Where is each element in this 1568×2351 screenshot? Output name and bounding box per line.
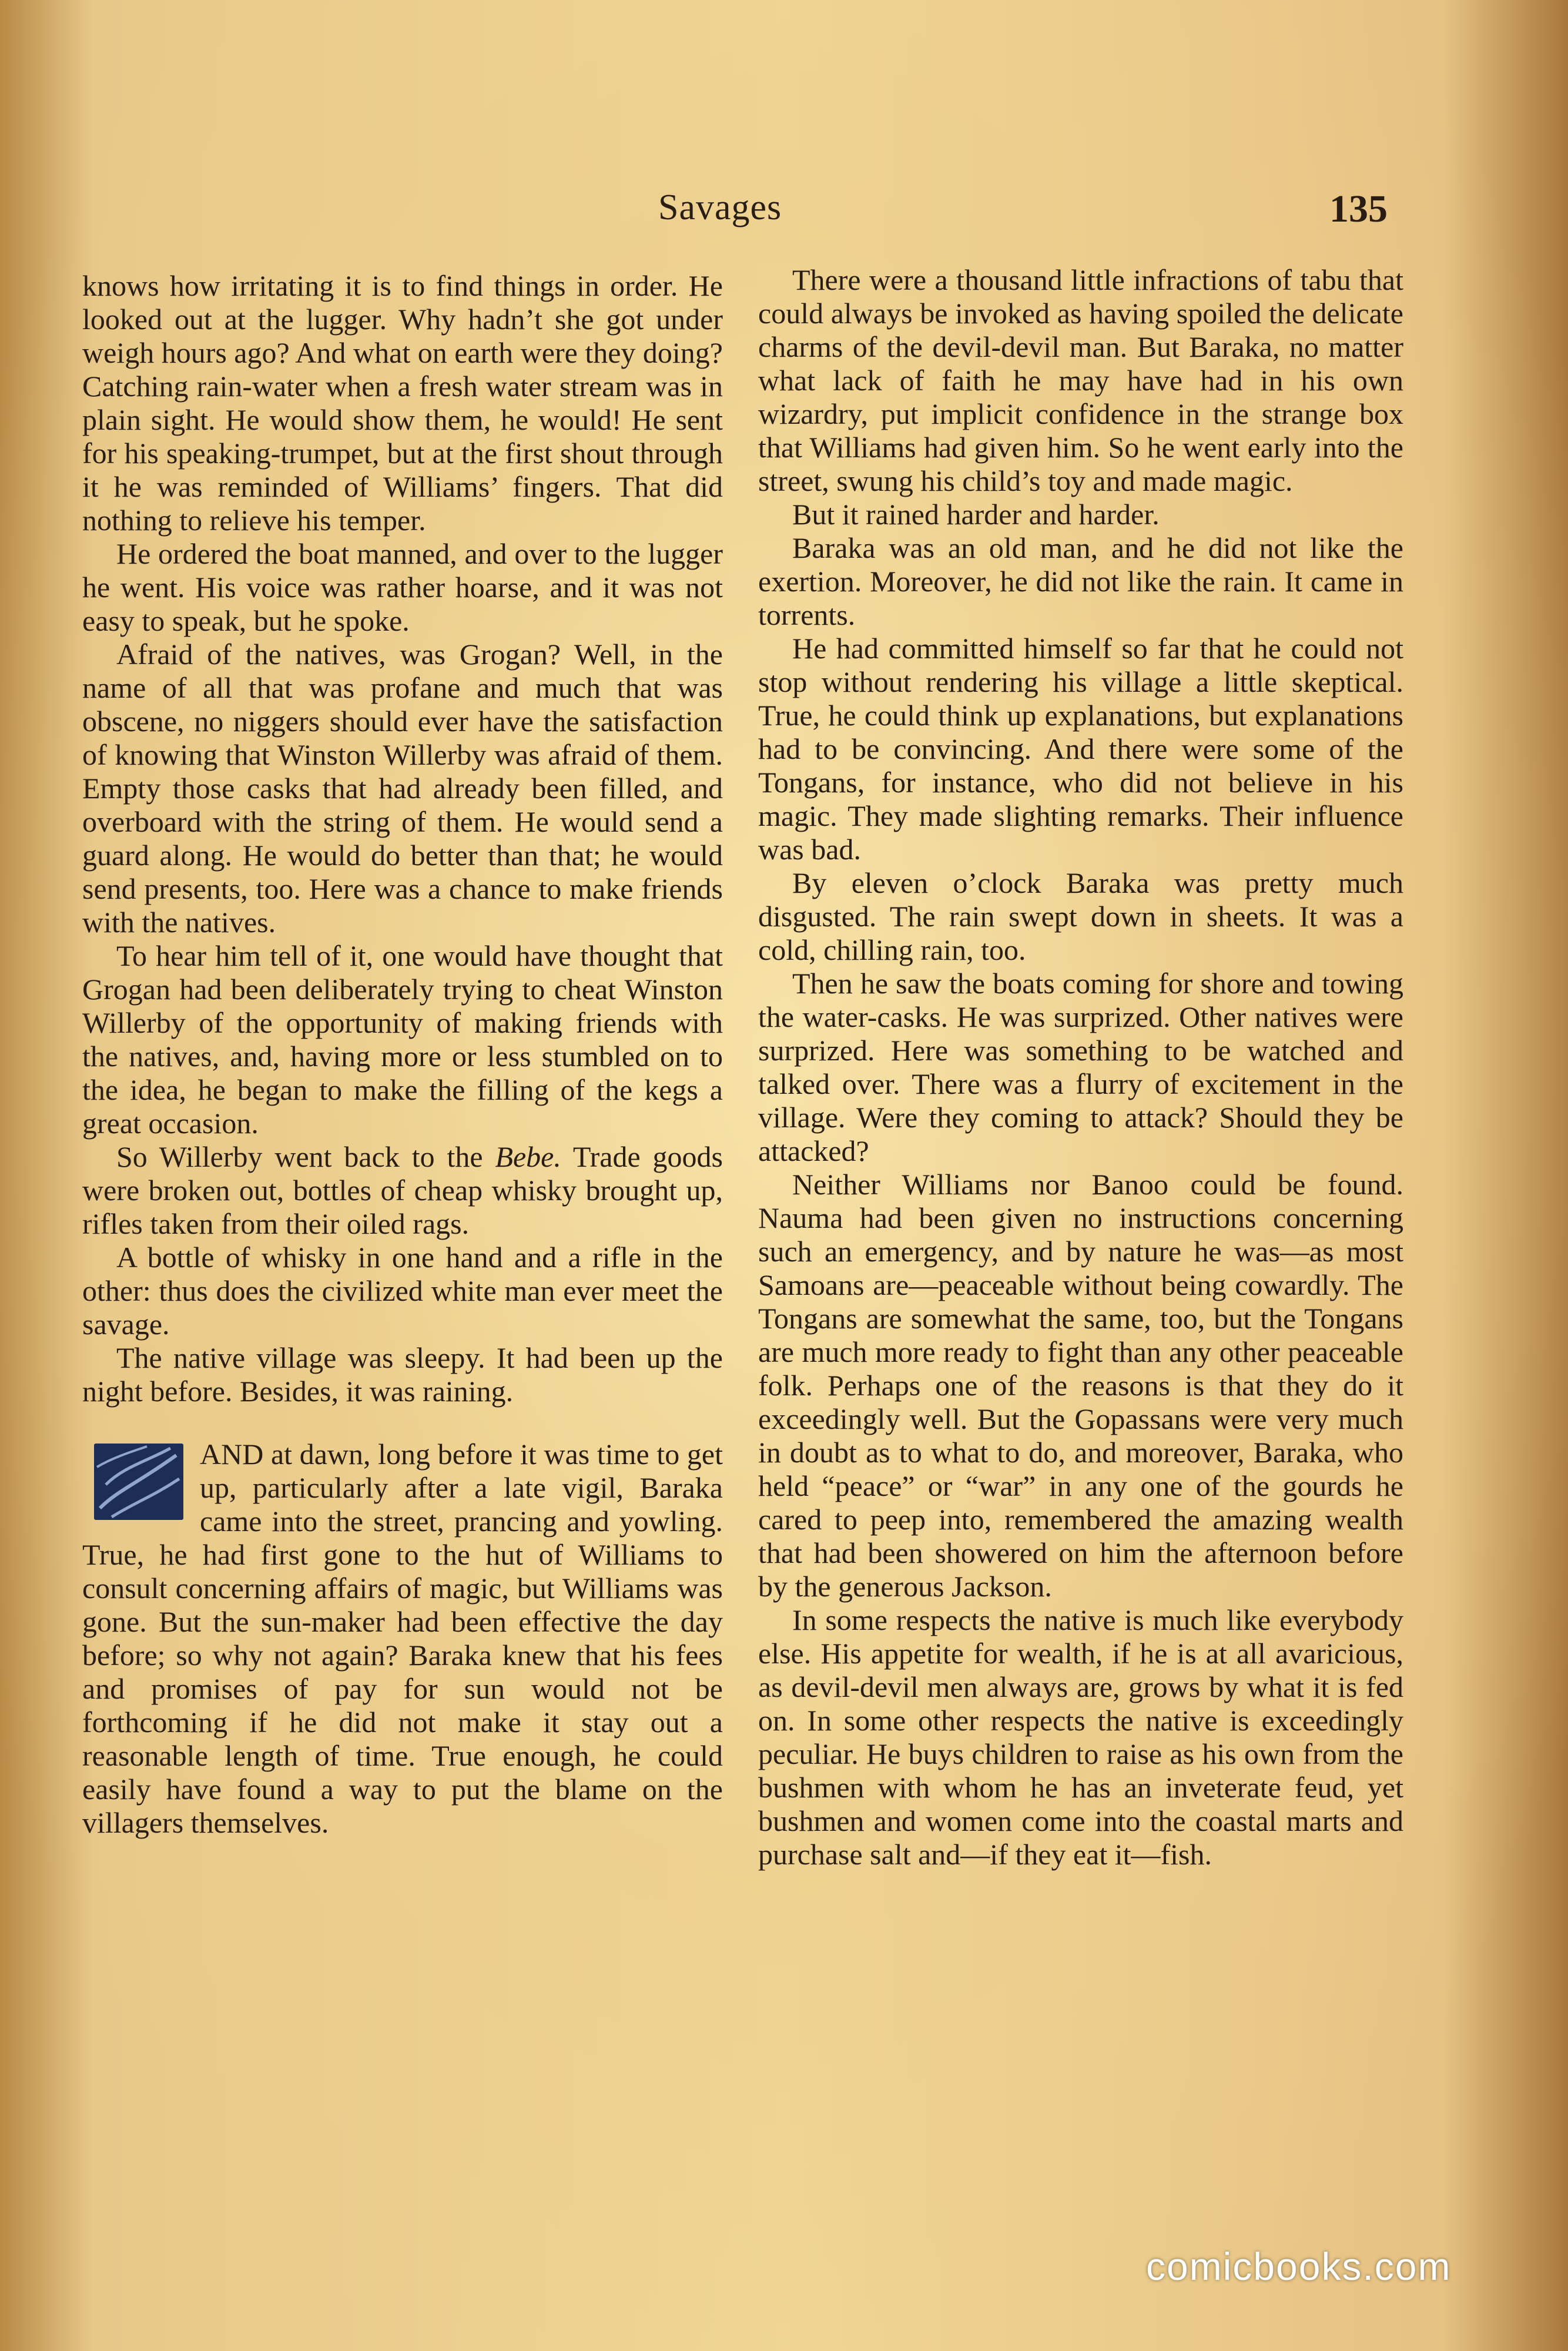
ship-name: Bebe. [495, 1140, 561, 1173]
section-ornament-icon [94, 1444, 183, 1520]
running-head-title: Savages [658, 187, 782, 227]
left-column [82, 269, 723, 1840]
paragraph: He had committed himself so far that he could not stop without rendering his village a little skeptical. True, he could think up explanations, but explanations had to be convincing. And there were some of the Tongans, for instance, who did not believe in his magic. They made slighting remarks. Their influence was bad. [758, 632, 1403, 866]
paragraph-text: Trade goods were broken out, bottles of cheap whisky brought up, rifles taken from their oiled rags. [82, 1140, 723, 1240]
paragraph: Baraka was an old man, and he did not like the exertion. Moreover, he did not like the rain. It came in torrents. [758, 531, 1403, 631]
paragraph: But it rained harder and harder. [792, 498, 1160, 531]
running-head [0, 187, 1568, 240]
page-number: 135 [1329, 187, 1388, 230]
paragraph [82, 1140, 723, 1241]
right-column [758, 263, 1403, 1871]
paragraph: knows how irritating it is to find things in order. He looked out at the lugger. Why hadn’t she got under weigh hours ago? And what on earth were they doing? Catching rain-water when a fresh water stream was in plain sight. He would show them, he would! He sent for his speaking-trumpet, but at the first shout through it he was reminded of Williams’ fingers. That did nothing to relieve his temper. [82, 269, 723, 537]
paragraph: In some respects the native is much like everybody else. His appetite for wealth, if he is at all avaricious, as devil-devil men always are, grows by what it is fed on. In some other respects the native is exceedingly peculiar. He buys children to raise as his own from the bushmen with whom he has an inveterate feud, yet bushmen and women come into the coastal marts and purchase salt and—if they eat it—fish. [758, 1603, 1403, 1871]
paragraph: There were a thousand little infractions of tabu that could always be invoked as having spoiled the delicate charms of the devil-devil man. But Baraka, no matter what lack of faith he may have had in his own wizardry, put implicit confidence in the strange box that Williams had given him. So he went early into the street, swung his child’s toy and made magic. [758, 263, 1403, 497]
paragraph: By eleven o’clock Baraka was pretty much disgusted. The rain swept down in sheets. It was a cold, chilling rain, too. [758, 866, 1403, 966]
paragraph: Afraid of the natives, was Grogan? Well, in the name of all that was profane and much that was obscene, no niggers should ever have the satisfaction of knowing that Winston Willerby was afraid of them. Empty those casks that had already been filled, and overboard with the string of them. He would send a guard along. He would do better than that; he would send presents, too. Here was a chance to make friends with the natives. [82, 638, 723, 939]
paragraph-text: AND at dawn, long before it was time to get up, particularly after a late vigil, Baraka came into the street, prancing and yowling. True, he had first gone to the hut of Williams to consult concerning affairs of magic, but Williams was gone. But the sun-maker had been effective the day before; so why not again? Baraka knew that his fees and promises of pay for sun would not be forthcoming if he did not make it stay out a reasonable length of time. True enough, he could easily have found a way to put the blame on the villagers themselves. [82, 1438, 723, 1839]
paragraph: A bottle of whisky in one hand and a rifle in the other: thus does the civilized white man ever meet the savage. [82, 1241, 723, 1341]
paragraph: He ordered the boat manned, and over to the lugger he went. His voice was rather hoarse, and it was not easy to speak, but he spoke. [82, 537, 723, 637]
paragraph: To hear him tell of it, one would have thought that Grogan had been deliberately trying to cheat Winston Willerby of the opportunity of making friends with the natives, and, having more or less stumbled on to the idea, he began to make the filling of the kegs a great occasion. [82, 939, 723, 1140]
paragraph: Then he saw the boats coming for shore and towing the water-casks. He was surprized. Other natives were surprized. Here was something to be watched and talked over. There was a flurry of excitement in the village. Were they coming to attack? Should they be attacked? [758, 967, 1403, 1167]
paragraph-text: So Willerby went back to the [116, 1140, 495, 1173]
paragraph: The native village was sleepy. It had been up the night before. Besides, it was raining. [82, 1341, 723, 1408]
paragraph: Neither Williams nor Banoo could be found. Nauma had been given no instructions concerning such an emergency, and by nature he was—as most Samoans are—peaceable without being cowardly. The Tongans are somewhat the same, too, but the Tongans are much more ready to fight than any other peaceable folk. Perhaps one of the reasons is that they do it exceedingly well. But the Gopassans were very much in doubt as to what to do, and moreover, Baraka, who held “peace” or “war” in any one of the gourds he cared to peep into, remembered the amazing wealth that had been showered on him the afternoon before by the generous Jackson. [758, 1168, 1403, 1603]
watermark: comicbooks.com [1146, 2245, 1452, 2288]
section-start-paragraph [82, 1438, 723, 1840]
